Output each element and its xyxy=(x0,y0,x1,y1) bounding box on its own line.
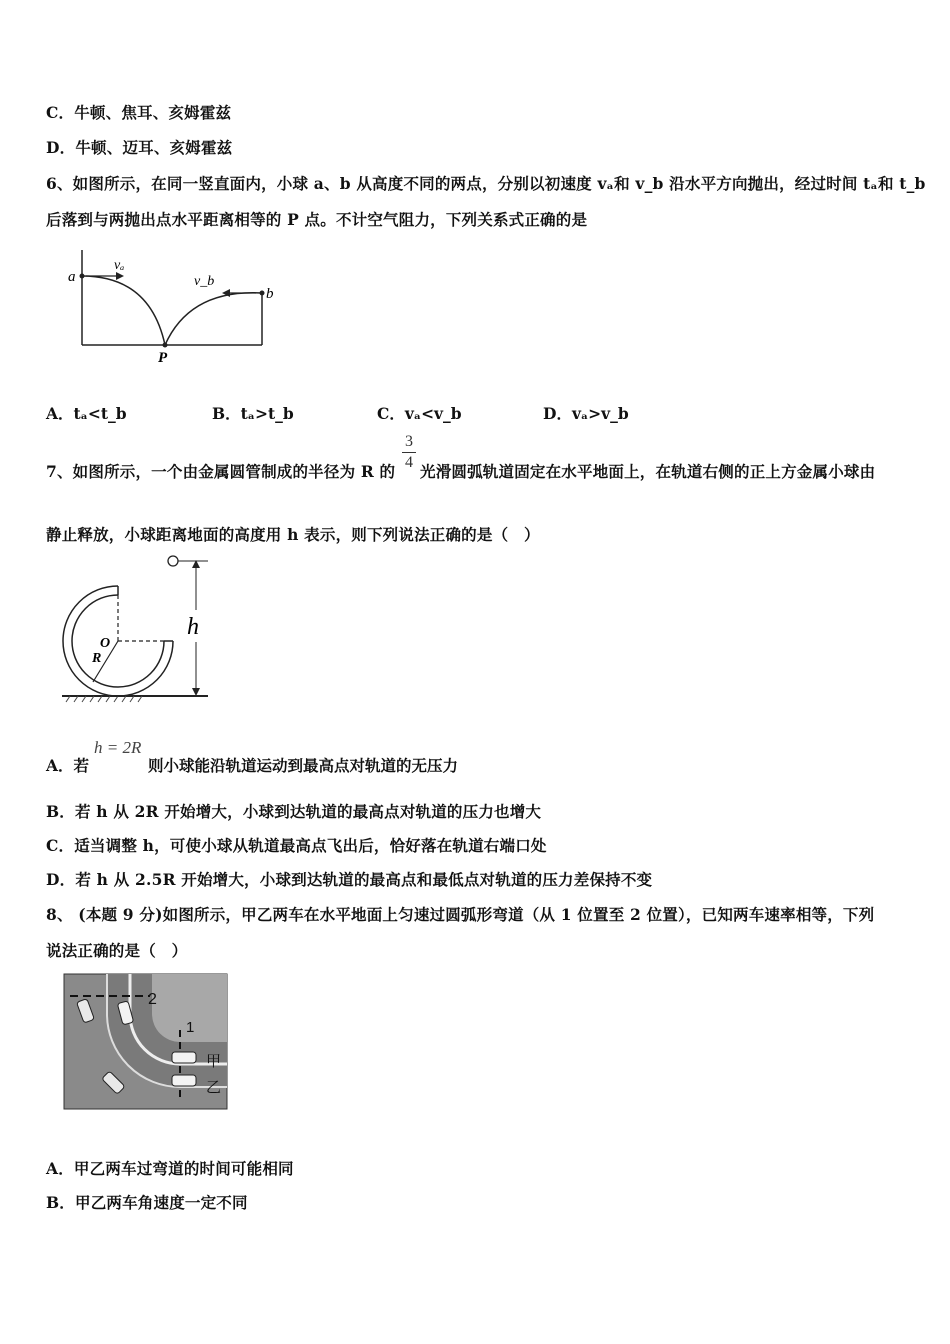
q7-stem-line1-pre: 7、如图所示，一个由金属圆管制成的半径为 R 的 xyxy=(46,462,396,481)
q7-stem-line2: 静止释放，小球距离地面的高度用 h 表示，则下列说法正确的是（ ） xyxy=(46,525,540,544)
q7-option-b: B．若 h 从 2R 开始增大，小球到达轨道的最高点对轨道的压力也增大 xyxy=(46,802,542,821)
q6-option-c: C．vₐ<v_b xyxy=(377,404,462,423)
label-pos1: 1 xyxy=(186,1019,195,1036)
frac-denominator: 4 xyxy=(405,454,413,471)
q7-option-d: D．若 h 从 2.5R 开始增大，小球到达轨道的最高点和最低点对轨道的压力差保持不变 xyxy=(46,870,653,889)
label-r: R xyxy=(92,651,102,666)
q6-stem-line1: 6、如图所示，在同一竖直面内，小球 a、b 从高度不同的两点，分别以初速度 vₐ和 v_b 沿水平方向抛出，经过时间 tₐ和 t_b xyxy=(46,174,926,193)
q7-loop-track-figure xyxy=(60,550,220,706)
label-pos2: 2 xyxy=(148,991,157,1008)
frac-numerator: 3 xyxy=(405,433,413,450)
label-p: P xyxy=(158,350,168,366)
label-h: h xyxy=(187,614,199,640)
q6-option-a: A．tₐ<t_b xyxy=(46,404,127,423)
q5-option-d: D．牛顿、迈耳、亥姆霍兹 xyxy=(46,138,233,157)
q6-option-b: B．tₐ>t_b xyxy=(212,404,294,423)
label-va: vₐ xyxy=(114,258,125,273)
q8-stem-line1: 8、 (本题 9 分)如图所示，甲乙两车在水平地面上匀速过圆弧形弯道（从 1 位置至 2 位置），已知两车速率相等，下列 xyxy=(46,905,875,924)
q6-stem-line2: 后落到与两抛出点水平距离相等的 P 点。不计空气阻力，下列关系式正确的是 xyxy=(46,210,588,229)
q7-option-a-math: h = 2R xyxy=(94,738,142,757)
q7-option-c: C．适当调整 h，可使小球从轨道最高点飞出后，恰好落在轨道右端口处 xyxy=(46,836,547,855)
label-vb: v_b xyxy=(194,274,215,289)
q6-option-d: D．vₐ>v_b xyxy=(543,404,629,423)
q5-option-c: C．牛顿、焦耳、亥姆霍兹 xyxy=(46,103,232,122)
label-o: O xyxy=(100,636,111,651)
label-yi: 乙 xyxy=(206,1078,222,1096)
q7-option-a-post: 则小球能沿轨道运动到最高点对轨道的无压力 xyxy=(148,756,459,775)
q7-stem-line1-post: 光滑圆弧轨道固定在水平地面上，在轨道右侧的正上方金属小球由 xyxy=(420,462,876,481)
q8-option-a: A．甲乙两车过弯道的时间可能相同 xyxy=(46,1159,294,1178)
q8-stem-line2: 说法正确的是（ ） xyxy=(46,941,188,960)
q8-option-b: B．甲乙两车角速度一定不同 xyxy=(46,1193,248,1212)
q8-curved-road-figure xyxy=(62,972,230,1114)
fraction-three-quarters xyxy=(402,433,416,472)
label-a: a xyxy=(68,269,76,285)
label-jia: 甲 xyxy=(206,1052,222,1070)
q7-option-a-pre: A．若 xyxy=(46,756,90,775)
label-b: b xyxy=(266,286,274,302)
q6-projectile-figure xyxy=(60,245,280,370)
